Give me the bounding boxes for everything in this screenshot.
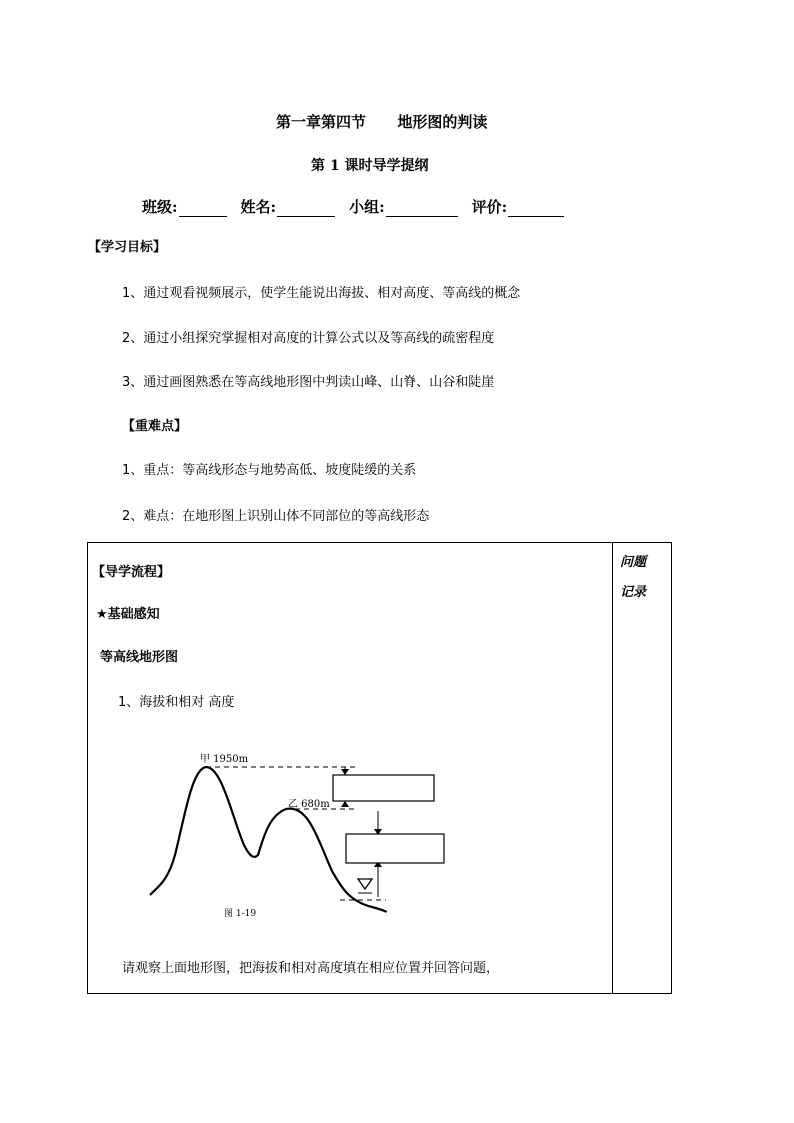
name-label: 姓名: — [240, 198, 277, 216]
side-label-question: 问题 — [620, 555, 647, 570]
basic-perception-label: ★基础感知 — [96, 607, 160, 622]
page-subtitle: 第 1 课时导学提纲 — [311, 158, 429, 174]
side-label-record: 记录 — [620, 585, 647, 600]
grade-label: 评价: — [471, 198, 508, 216]
objective-item: 2、通过小组探究掌握相对高度的计算公式以及等高线的疏密程度 — [122, 331, 495, 346]
objectives-heading: 【学习目标】 — [88, 240, 167, 255]
terrain-profile-figure — [140, 745, 460, 930]
peak-b-label: 乙 680m — [288, 799, 330, 810]
grade-field[interactable] — [472, 196, 565, 217]
key-point-item: 2、难点：在地形图上识别山体不同部位的等高线形态 — [122, 509, 430, 524]
key-point-item: 1、重点：等高线形态与地势高低、坡度陡缓的关系 — [122, 463, 417, 478]
name-blank[interactable] — [277, 200, 335, 217]
class-blank[interactable] — [179, 200, 227, 217]
group-field[interactable] — [349, 196, 458, 217]
class-label: 班级: — [142, 198, 178, 216]
table-divider — [612, 542, 613, 994]
process-heading: 【导学流程】 — [92, 565, 171, 580]
sea-level-marker — [358, 879, 372, 889]
class-field[interactable] — [142, 196, 227, 217]
name-field[interactable] — [241, 196, 336, 217]
item-altitude-relative-height: 1、海拔和相对 高度 — [118, 695, 235, 710]
objective-item: 1、通过观看视频展示，使学生能说出海拔、相对高度、等高线的概念 — [122, 286, 521, 301]
arrow-head-up — [341, 801, 349, 807]
objective-item: 3、通过画图熟悉在等高线地形图中判读山峰、山脊、山谷和陡崖 — [122, 375, 495, 390]
peak-a-label: 甲 1950m — [200, 754, 249, 765]
student-info-fields — [142, 196, 564, 217]
figure-caption: 图 1-19 — [224, 909, 257, 919]
grade-blank[interactable] — [508, 200, 564, 217]
page-title: 第一章第四节 地形图的判读 — [276, 113, 488, 131]
arrow-head-down — [341, 769, 349, 775]
instruction-text: 请观察上面地形图，把海拔和相对高度填在相应位置并回答问题， — [122, 961, 500, 976]
group-blank[interactable] — [386, 200, 458, 217]
answer-box-relative-height — [333, 775, 434, 801]
contour-map-topic: 等高线地形图 — [100, 650, 179, 665]
key-points-heading: 【重难点】 — [122, 419, 188, 434]
answer-box-altitude — [346, 834, 444, 863]
group-label: 小组: — [349, 198, 385, 216]
